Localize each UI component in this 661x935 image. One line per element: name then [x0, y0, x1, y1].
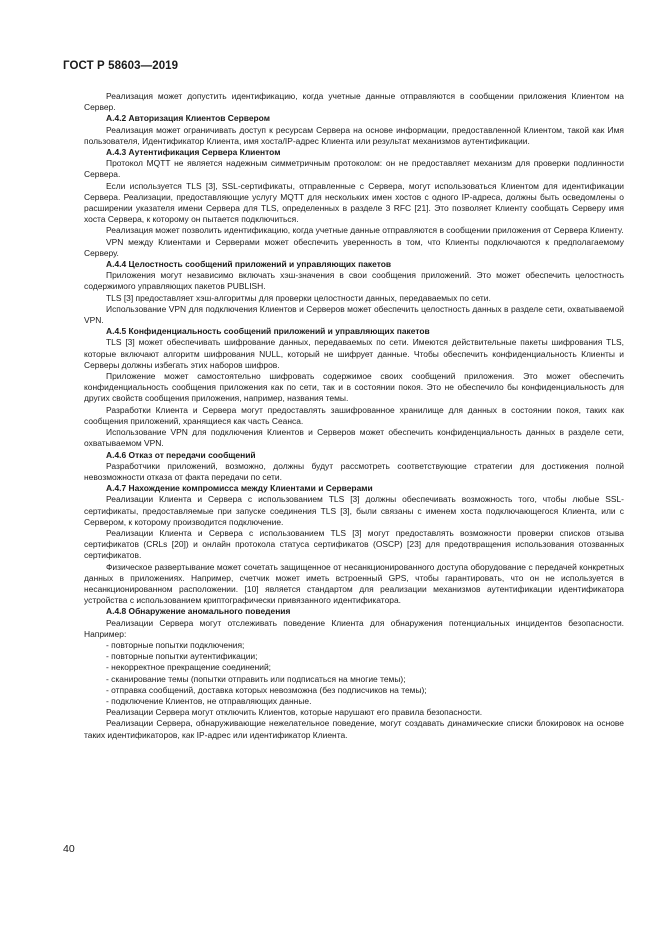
paragraph: Если используется TLS [3], SSL-сертификаты, отправленные с Сервера, могут использоваться Клиентом для идентификации Сервера. Реализации, предоставляющие услугу MQTT для нескольких имен хостов с одного IP-адреса, должны быть осведомлены о расширении указателя имени Сервера для TLS, определенных в разделе 3 RFC [21]. Это позволяет Клиенту сообщать Серверу имя хоста Сервера, к которому он пытается подключиться.: [84, 180, 624, 225]
section-heading: А.4.5 Конфиденциальность сообщений приложений и управляющих пакетов: [106, 326, 430, 337]
paragraph: Разработки Клиента и Сервера могут предоставлять зашифрованное хранилище для данных в состоянии покоя, таких как сообщения приложений, хранящиеся как часть Сеанса.: [84, 404, 624, 426]
paragraph: TLS [3] может обеспечивать шифрование данных, передаваемых по сети. Имеются действительные пакеты шифрования TLS, которые включают алгоритм шифрования NULL, который не шифрует данные. Чтобы обеспечить конфиденциальность Клиенты и Серверы должны избегать этих наборов шифров.: [84, 337, 624, 370]
list-item: - сканирование темы (попытки отправить или подписаться на многие темы);: [106, 673, 406, 684]
section-heading: А.4.2 Авторизация Клиентов Сервером: [106, 113, 270, 124]
document-body: [84, 91, 624, 741]
list-item: - повторные попытки аутентификации;: [106, 651, 258, 662]
list-item: - подключение Клиентов, не отправляющих данные.: [106, 695, 312, 706]
list-item: - некорректное прекращение соединений;: [106, 662, 272, 673]
section-heading: А.4.6 Отказ от передачи сообщений: [106, 449, 256, 460]
paragraph: Реализации Сервера могут отслеживать поведение Клиента для обнаружения потенциальных инцидентов безопасности. Например:: [84, 617, 624, 639]
paragraph: Реализации Сервера могут отключить Клиентов, которые нарушают его правила безопасности.: [106, 707, 483, 718]
paragraph: Реализация может позволить идентификацию, когда учетные данные отправляются в сообщении приложения от Сервера Клиенту.: [106, 225, 624, 236]
paragraph: TLS [3] предоставляет хэш-алгоритмы для проверки целостности данных, передаваемых по сети.: [106, 292, 491, 303]
paragraph: Использование VPN для подключения Клиентов и Серверов может обеспечить целостность данных в разделе сети, охватываемой VPN.: [84, 303, 624, 326]
paragraph: Реализации Сервера, обнаруживающие нежелательное поведение, могут создавать динамические списки блокировок на основе таких идентификаторов, как IP-адрес или идентификатор Клиента.: [84, 718, 624, 740]
section-heading: А.4.4 Целостность сообщений приложений и управляющих пакетов: [106, 259, 392, 270]
paragraph: Разработчики приложений, возможно, должны будут рассмотреть соответствующие стратегии для достижения полной невозможности отказа от факта передачи по сети.: [84, 460, 624, 482]
paragraph: Реализация может ограничивать доступ к ресурсам Сервера на основе информации, предоставленной Клиентом, такой как Имя пользователя, Идентификатор Клиента, имя хоста/IP-адрес Клиента или результат механизмов аутентификации.: [84, 124, 624, 146]
paragraph: Использование VPN для подключения Клиентов и Серверов может обеспечить конфиденциальность данных в разделе сети, охватываемом VPN.: [84, 427, 624, 449]
standard-header: ГОСТ Р 58603—2019: [63, 60, 179, 72]
section-heading: А.4.7 Нахождение компромисса между Клиентами и Серверами: [106, 483, 373, 494]
paragraph: VPN между Клиентами и Серверами может обеспечить уверенность в том, что Клиенты подключаются к предполагаемому Серверу.: [84, 236, 624, 258]
paragraph: Приложения могут независимо включать хэш-значения в свои сообщения приложений. Это может обеспечить целостность содержимого управляющих пакетов PUBLISH.: [84, 270, 624, 292]
paragraph: Реализация может допустить идентификацию, когда учетные данные отправляются в сообщении приложения Клиентом на Сервер.: [84, 91, 624, 113]
paragraph: Реализации Клиента и Сервера с использованием TLS [3] должны обеспечивать возможность того, чтобы любые SSL-сертификаты, предоставляемые при запуске соединения TLS [3], были связаны с именем хоста подключающегося Клиента, или с Сервером, к которому производится подключение.: [84, 494, 624, 527]
paragraph: Протокол MQTT не является надежным симметричным протоколом: он не предоставляет механизм для проверки подлинности Сервера.: [84, 158, 624, 180]
section-heading: А.4.8 Обнаружение аномального поведения: [106, 606, 291, 617]
paragraph: Приложение может самостоятельно шифровать содержимое своих сообщений приложения. Это может обеспечить конфиденциальность сообщения приложения как по сети, так и в состоянии покоя. Это не обеспечило бы конфиденциальность для других свойств сообщения приложения, например, названия темы.: [84, 371, 624, 404]
paragraph: Реализации Клиента и Сервера с использованием TLS [3] могут предоставлять возможности проверки списков отзыва сертификатов (CRLs [20]) и онлайн протокола статуса сертификатов (OSCP) [23] для предотвращения использования отозванных сертификатов.: [84, 527, 624, 561]
section-heading: А.4.3 Аутентификация Сервера Клиентом: [106, 147, 281, 158]
paragraph: Физическое развертывание может сочетать защищенное от несанкционированного доступа оборудование с передачей конкретных данных в приложениях. Например, счетчик может иметь встроенный GPS, чтобы гарантировать, что он не используется в несанкционированном расположении. [10] является стандартом для реализации механизмов аутентификации идентификатора устройства с использованием криптографически привязанного идентификатора.: [84, 561, 624, 606]
page-number: 40: [63, 843, 75, 855]
list-item: - отправка сообщений, доставка которых невозможна (без подписчиков на темы);: [106, 684, 427, 695]
list-item: - повторные попытки подключения;: [106, 639, 245, 650]
